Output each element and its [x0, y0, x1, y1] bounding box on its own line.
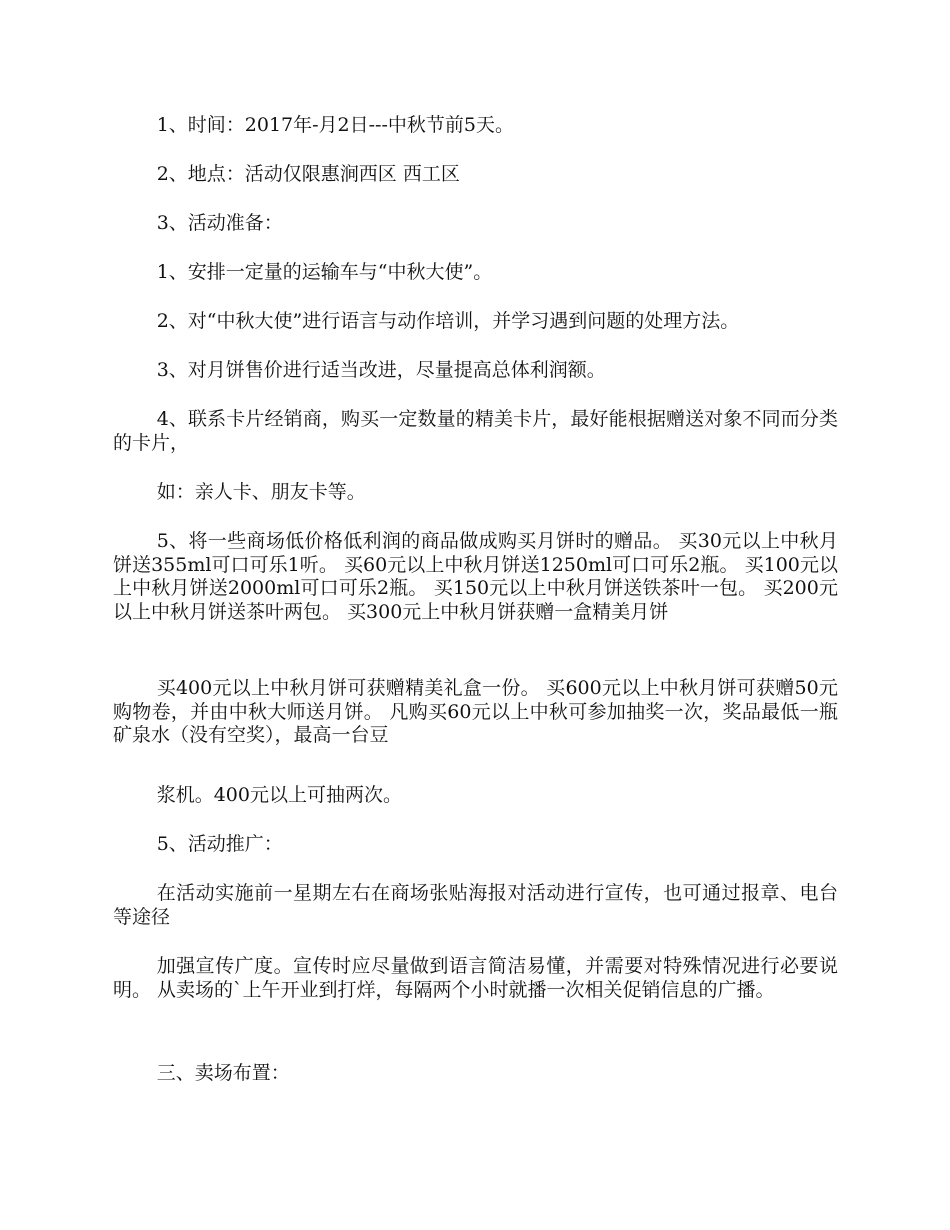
paragraph-lottery-end: 浆机。400元以上可抽两次。 — [156, 784, 402, 806]
paragraph-promotion-broadcast: 加强宣传广度。宣传时应尽量做到语言简洁易懂，并需要对特殊情况进行必要说明。 从卖场的`上午开业到打烊，每隔两个小时就播一次相关促销信息的广播。 — [113, 955, 838, 1001]
paragraph-location: 2、地点：活动仅限惠涧西区 西工区 — [156, 163, 460, 185]
paragraph-promotion-heading: 5、活动推广： — [156, 833, 283, 855]
paragraph-gifts: 5、将一些商场低价格低利润的商品做成购买月饼时的赠品。 买30元以上中秋月饼送355ml可口可乐1听。 买60元以上中秋月饼送1250ml可口可乐2瓶。 买100元以上中秋月饼送2000ml可口可乐2瓶。 买150元以上中秋月饼送铁茶叶一包。 买200元以上中秋月饼送茶叶两包。 买300元上中秋月饼获赠一盒精美月饼 — [113, 530, 838, 623]
paragraph-transport: 1、安排一定量的运输车与“中秋大使”。 — [156, 261, 493, 283]
paragraph-cards: 4、联系卡片经销商，购买一定数量的精美卡片，最好能根据赠送对象不同而分类的卡片， — [113, 408, 838, 454]
paragraph-store-layout-heading: 三、卖场布置： — [156, 1062, 290, 1084]
paragraph-time: 1、时间：2017年-月2日---中秋节前5天。 — [156, 114, 514, 136]
paragraph-gifts-continued: 买400元以上中秋月饼可获赠精美礼盒一份。 买600元以上中秋月饼可获赠50元购物卷，并由中秋大师送月饼。 凡购买60元以上中秋可参加抽奖一次，奖品最低一瓶矿泉水（没有空奖），最高一台豆 — [113, 677, 838, 746]
paragraph-promotion-posters: 在活动实施前一星期左右在商场张贴海报对活动进行宣传，也可通过报章、电台等途径 — [113, 882, 838, 928]
paragraph-training: 2、对“中秋大使”进行语言与动作培训，并学习遇到问题的处理方法。 — [156, 310, 740, 332]
paragraph-preparation-heading: 3、活动准备： — [156, 212, 283, 234]
paragraph-pricing: 3、对月饼售价进行适当改进，尽量提高总体利润额。 — [156, 359, 606, 381]
paragraph-card-types: 如：亲人卡、朋友卡等。 — [156, 481, 366, 503]
